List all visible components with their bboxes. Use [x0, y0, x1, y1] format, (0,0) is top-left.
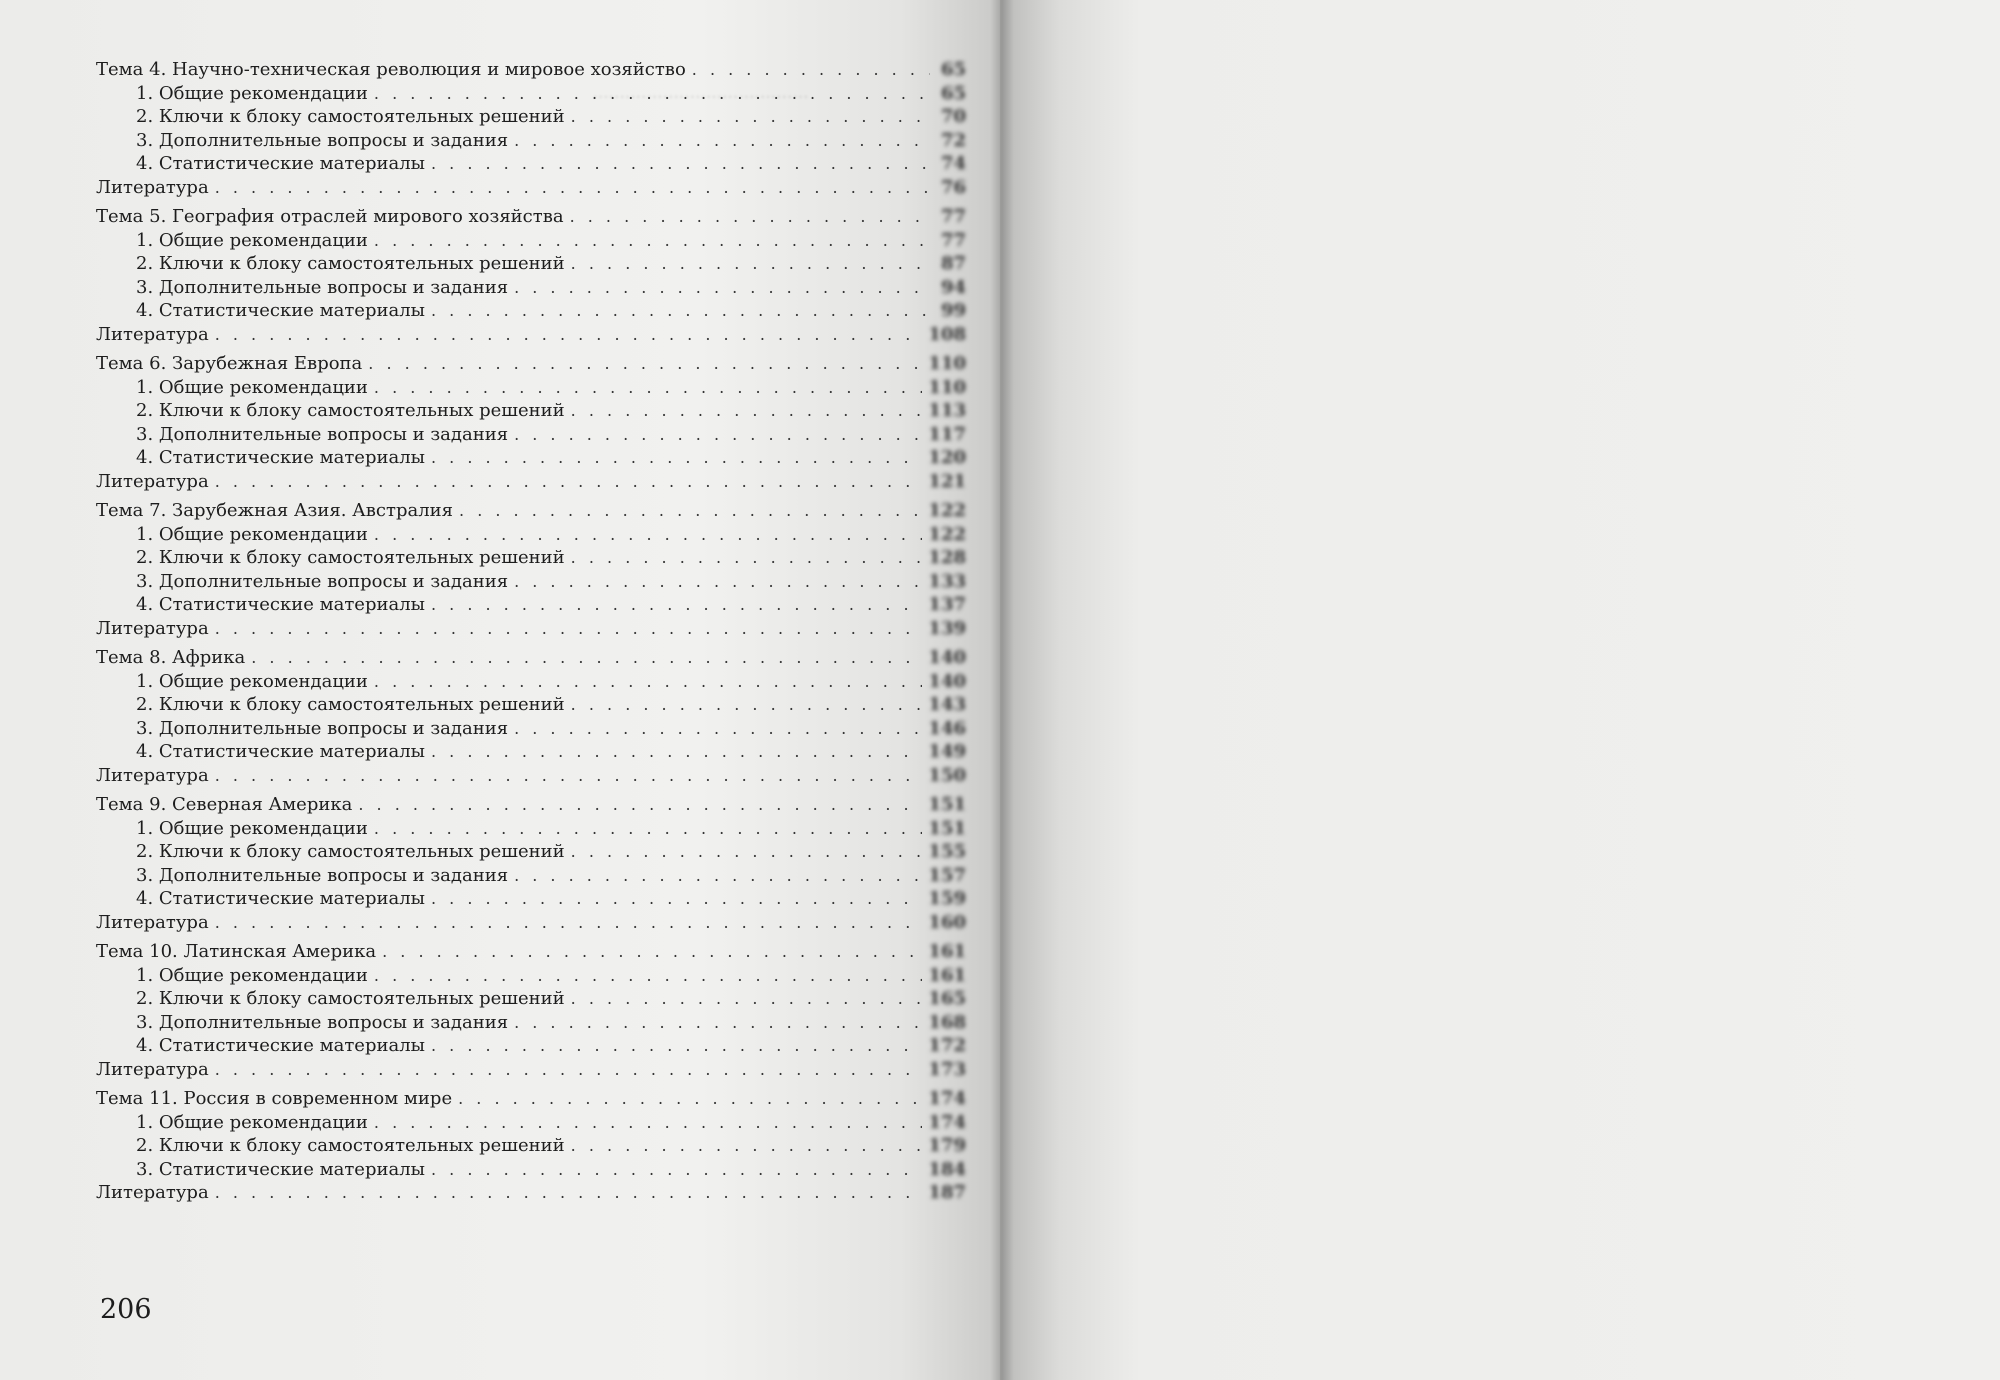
toc-section-title: Тема 11. Россия в современном мире . . . 174: [96, 1087, 966, 1111]
toc-item: 2. Ключи к блоку самостоятельных решений . . . 179: [96, 1134, 966, 1158]
toc-item: 4. Статистические материалы . . . 159: [96, 887, 966, 911]
toc-item: 3. Дополнительные вопросы и задания . . . 157: [96, 864, 966, 888]
toc-item: 3. Дополнительные вопросы и задания . . . 168: [96, 1011, 966, 1035]
toc-section-title: Тема 10. Латинская Америка . . . 161: [96, 940, 966, 964]
toc-item: 4. Статистические материалы . . . 120: [96, 446, 966, 470]
toc-item: 2. Ключи к блоку самостоятельных решений . . . 165: [96, 987, 966, 1011]
toc-section: [96, 352, 966, 493]
toc-section-title: Тема 5. География отраслей мирового хозяйства . . . 77: [96, 205, 966, 229]
show-through-text: ........................................: [592, 83, 809, 103]
toc-item: 4. Статистические материалы . . . 99: [96, 299, 966, 323]
toc-section: [96, 646, 966, 787]
toc-literature: Литература . . . 139: [96, 617, 966, 641]
toc-section: [96, 499, 966, 640]
toc-literature: Литература . . . 160: [96, 911, 966, 935]
toc-section-title: Тема 8. Африка . . . 140: [96, 646, 966, 670]
toc-literature: Литература . . . 150: [96, 764, 966, 788]
toc-item: 1. Общие рекомендации . . . 140: [96, 670, 966, 694]
toc-section-title: Тема 6. Зарубежная Европа . . . 110: [96, 352, 966, 376]
toc-item: 2. Ключи к блоку самостоятельных решений . . . 113: [96, 399, 966, 423]
toc-item: 1. Общие рекомендации . . . 151: [96, 817, 966, 841]
toc-item: 1. Общие рекомендации . . . 110: [96, 376, 966, 400]
toc-literature: Литература . . . 108: [96, 323, 966, 347]
toc-item: 2. Ключи к блоку самостоятельных решений . . . 87: [96, 252, 966, 276]
toc-item: 1. Общие рекомендации . . . 65: [96, 82, 966, 106]
toc-item: 4. Статистические материалы . . . 137: [96, 593, 966, 617]
toc-section: [96, 940, 966, 1081]
toc-section: [96, 793, 966, 934]
toc-item: 2. Ключи к блоку самостоятельных решений . . . 143: [96, 693, 966, 717]
toc-section: [96, 58, 966, 199]
toc-section-title: Тема 7. Зарубежная Азия. Австралия . . . 122: [96, 499, 966, 523]
toc-section: [96, 1087, 966, 1205]
toc-section-title: Тема 9. Северная Америка . . . 151: [96, 793, 966, 817]
toc-item: 3. Дополнительные вопросы и задания . . . 133: [96, 570, 966, 594]
toc-item: 2. Ключи к блоку самостоятельных решений . . . 128: [96, 546, 966, 570]
toc-item: 3. Дополнительные вопросы и задания . . . 72: [96, 129, 966, 153]
toc-item: 4. Статистические материалы . . . 172: [96, 1034, 966, 1058]
toc-literature: Литература . . . 187: [96, 1181, 966, 1205]
right-page: [1000, 0, 2000, 1380]
toc-item: 1. Общие рекомендации . . . 174: [96, 1111, 966, 1135]
toc-item: 2. Ключи к блоку самостоятельных решений . . . 70: [96, 105, 966, 129]
toc-section-title: Тема 4. Научно-техническая революция и мировое хозяйство . . . 65: [96, 58, 966, 82]
book-gutter: [990, 0, 1014, 1380]
toc-item: 1. Общие рекомендации . . . 77: [96, 229, 966, 253]
toc-item: 4. Статистические материалы . . . 149: [96, 740, 966, 764]
table-of-contents-left: [96, 58, 966, 1211]
toc-item: 1. Общие рекомендации . . . 161: [96, 964, 966, 988]
toc-item: 3. Дополнительные вопросы и задания . . . 117: [96, 423, 966, 447]
toc-item: 4. Статистические материалы . . . 74: [96, 152, 966, 176]
toc-literature: Литература . . . 76: [96, 176, 966, 200]
toc-item: 1. Общие рекомендации . . . 122: [96, 523, 966, 547]
toc-literature: Литература . . . 173: [96, 1058, 966, 1082]
toc-item: 3. Статистические материалы . . . 184: [96, 1158, 966, 1182]
toc-literature: Литература . . . 121: [96, 470, 966, 494]
toc-item: 3. Дополнительные вопросы и задания . . . 146: [96, 717, 966, 741]
toc-item: 2. Ключи к блоку самостоятельных решений . . . 155: [96, 840, 966, 864]
toc-section: [96, 205, 966, 346]
page-number: 206: [100, 1294, 152, 1325]
toc-item: 3. Дополнительные вопросы и задания . . . 94: [96, 276, 966, 300]
